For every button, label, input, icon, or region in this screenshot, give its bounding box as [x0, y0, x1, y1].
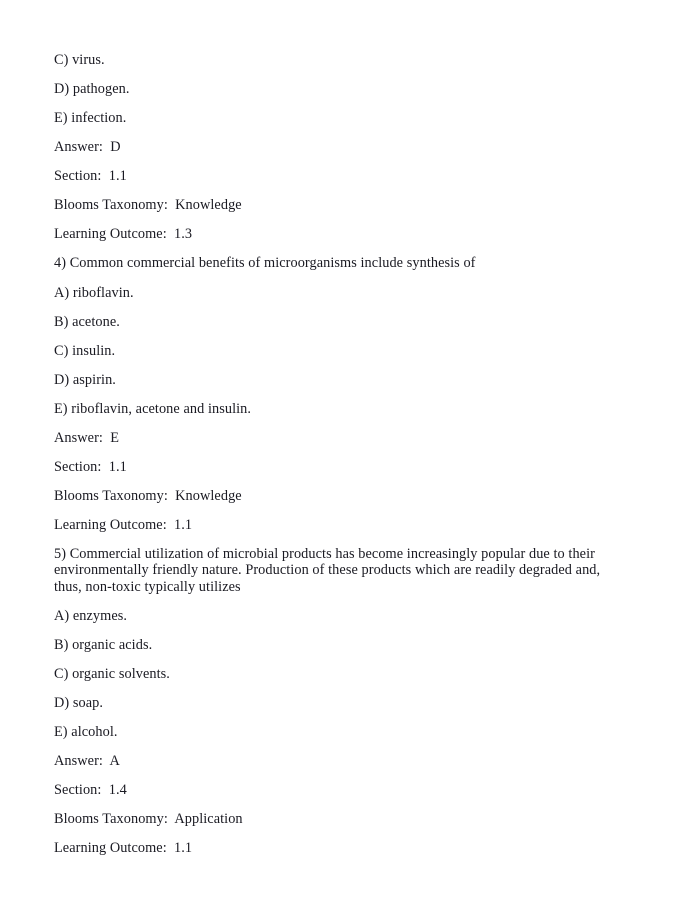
section-line: Section: 1.1	[54, 458, 127, 475]
answer-option: C) organic solvents.	[54, 666, 170, 683]
blooms-taxonomy-line: Blooms Taxonomy: Knowledge	[54, 487, 242, 504]
answer-key-line: Answer: D	[54, 139, 121, 155]
learning-outcome-line: Learning Outcome: 1.1	[54, 840, 193, 857]
answer-option: E) alcohol.	[54, 724, 118, 741]
answer-option: C) virus.	[54, 52, 105, 68]
answer-key-line: Answer: A	[54, 753, 120, 770]
question-stem: 5) Commercial utilization of microbial products has become increasingly popular due to their environmentally friendly nature. Production of these products which are readily degraded and, thus, non-toxic typically utilizes	[54, 545, 601, 595]
learning-outcome-line: Learning Outcome: 1.3	[54, 226, 193, 242]
answer-option: D) soap.	[54, 695, 104, 712]
learning-outcome-line: Learning Outcome: 1.1	[54, 516, 193, 533]
blooms-taxonomy-line: Blooms Taxonomy: Knowledge	[54, 197, 242, 213]
answer-option: C) insulin.	[54, 342, 116, 359]
answer-option: A) riboflavin.	[54, 284, 134, 301]
answer-option: D) pathogen.	[54, 81, 130, 97]
section-line: Section: 1.1	[54, 168, 127, 184]
answer-option: E) riboflavin, acetone and insulin.	[54, 400, 252, 417]
document-body	[54, 52, 625, 856]
blooms-taxonomy-line: Blooms Taxonomy: Application	[54, 811, 243, 828]
answer-key-line: Answer: E	[54, 429, 120, 446]
answer-option: D) aspirin.	[54, 371, 116, 388]
section-line: Section: 1.4	[54, 782, 127, 799]
answer-option: B) organic acids.	[54, 637, 153, 654]
question-stem: 4) Common commercial benefits of microorganisms include synthesis of	[54, 255, 476, 271]
answer-option: A) enzymes.	[54, 608, 128, 625]
answer-option: B) acetone.	[54, 313, 120, 330]
answer-option: E) infection.	[54, 110, 127, 126]
